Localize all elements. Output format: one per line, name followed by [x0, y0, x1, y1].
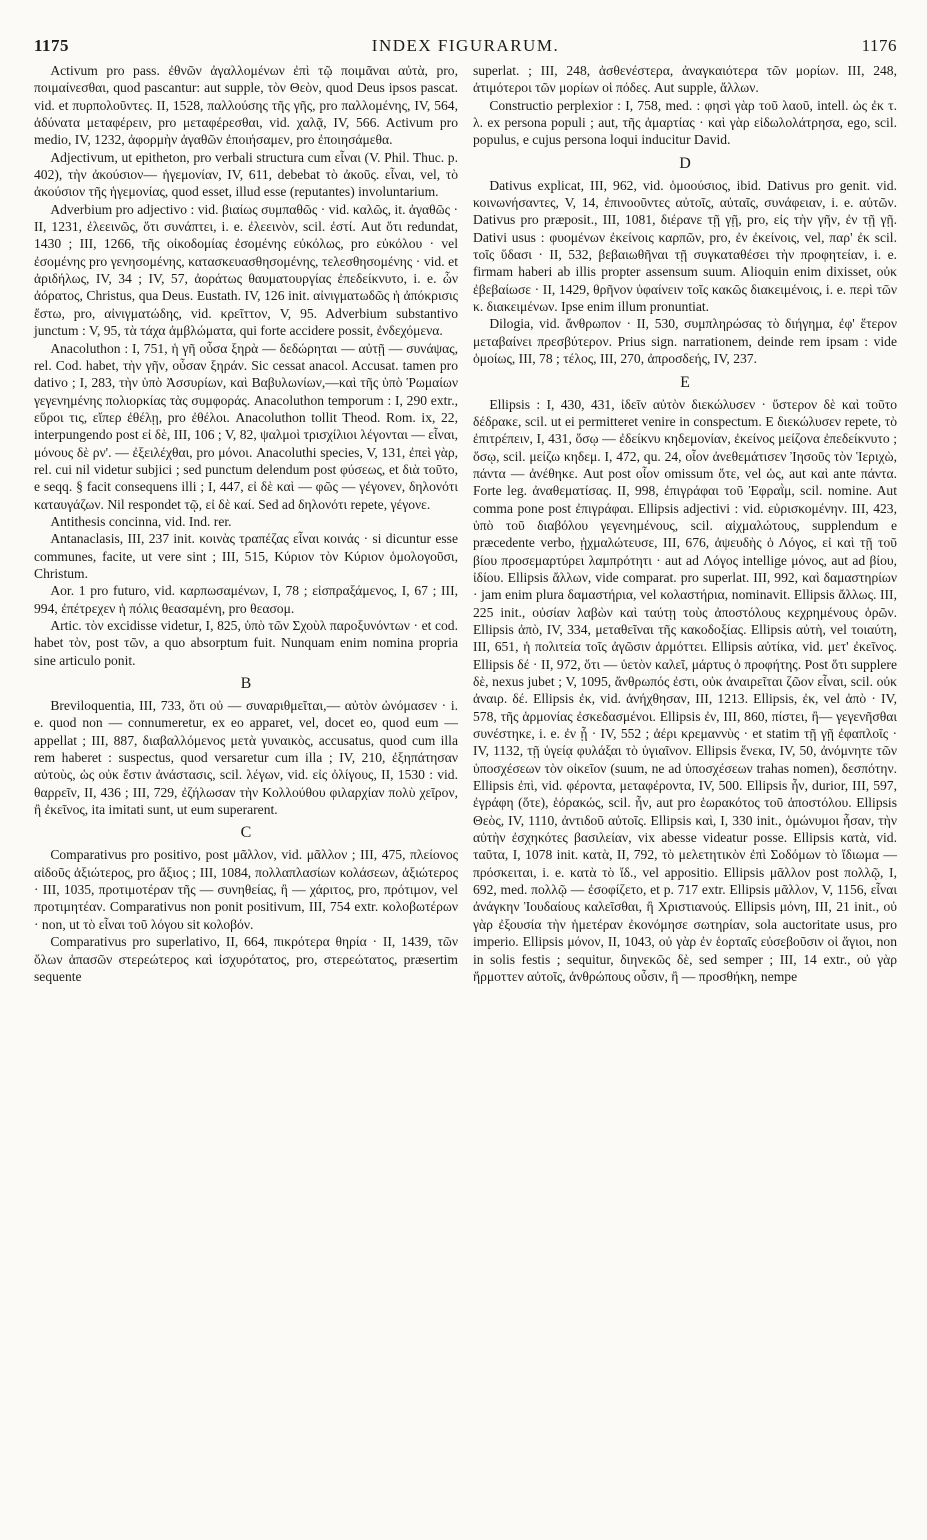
right-column: [473, 62, 897, 985]
right-page-number: 1176: [861, 36, 897, 55]
index-entry: Artic. τὸν excidisse videtur, I, 825, ὑπὸ τῶν Σχοὺλ παροξυνόντων · et cod. habet τὸν, post τῶν, a quo absorptum fuit. Nunquam enim nomina propria sine articulo ponit.: [34, 618, 458, 668]
left-page-number: 1175: [34, 36, 70, 55]
index-entry: Dativus explicat, III, 962, vid. ὁμοούσιος, ibid. Dativus pro genit. vid. κοινωνήσαντες, V, 14, ἐπινοοῦντες αὐτοῖς, αὐταῖς, συνάφειαν, i. e. αὐτῶν. Dativus pro præposit., III, 1081, διέρανε τῇ γῇ, pro, εἰς τὴν γῆν, ἐν τῇ γῇ. Dativi usus : φυομένων ἐκείνοις καρπῶν, pro, ἐν ἐκείνοις, vel, παρ' ἐκ scil. τοῖς ὕδασι · II, 532, βεβαιωθῆναι τῇ συγκαταθέσει τὴν προφητείαν, i. e. firmam haberi ab illis propter assensum suum. Alioquin enim dixisset, οὐκ ἐβεβαίωσε · II, 1429, θρῆνον ὑφαίνειν τοῖς κακῶς διακειμένοις, i. e. περὶ τῶν κ. διακειμένων. Ipse enim illum pronuntiat.: [473, 177, 897, 315]
section-letter: B: [240, 675, 252, 693]
index-entry: Activum pro pass. ἐθνῶν ἀγαλλομένων ἐπὶ τῷ ποιμᾶναι αὐτὰ, pro, ποιμαίνεσθαι, quod pascantur: aut supple, τὸν Θεὸν, quod Deus ipsos pascat. vid. et πυρπολοῦντες. II, 1528, παλλούσης τῆς γῆς, pro παλλομένης, IV, 564, ἀδύνατα μεταφέρειν, pro μεταφέρεσθαι, vid. χαλᾷ, IV, 566. Activum pro medio, IV, 1232, ἀφορμὴν ἀγαθῶν ἐποιήσαμεν, pro ἐποιησάμεθα.: [34, 63, 458, 148]
page-title: INDEX FIGURARUM.: [371, 36, 560, 55]
index-entry: superlat. ; III, 248, ἀσθενέστερα, ἀναγκαιότερα τῶν μορίων. III, 248, ἀτιμότεροι τῶν μορίων οἱ πόδες. Aut supple, ἄλλων.: [473, 63, 897, 96]
index-entry: Adverbium pro adjectivo : vid. βιαίως συμπαθῶς · vid. καλῶς, it. ἀγαθῶς · II, 1231, ἐλεεινῶς, ὅτι συνάπτει, i. e. ἐλεεινὸν, scil. ἐστί. Aut ὅτι redundat, 1430 ; III, 1266, τῆς οἰκοδομίας ἐσομένης εὐκόλως, pro εὐκόλου · vel ἐσομένης pro γενησομένης, κατασκευασθησομένης, τελεσθησομένης · vid. et ἀριδήλως, IV, 34 ; IV, 57, ἀοράτως θαυματουργίας ἐπεδείκνυτο, i. e. ὧν ἀόρατος, Christus, qua Deus. Eustath. IV, 126 init. αἰνιγματωδῶς ἡ ἀπόκρισις ἔστω, pro, αἰνιγματώδης, vid. κρεῖττον, V, 95. Adverbium substantivo junctum : V, 95, τὰ τάχα ἀμβλώματα, qui forte accidere possit, ἐνδεχόμενα.: [34, 201, 458, 339]
index-entry: Adjectivum, ut epitheton, pro verbali structura cum εἶναι (V. Phil. Thuc. p. 402), τὴν ἀκούσιον— ἡγεμονίαν, IV, 611, debebat τὸ ἀκοῦς. εἶναι, vel, τὸ ἀκούσιον τῆς ἡγεμονίας, quod esset, illud esse (reputantes) involuntarium.: [34, 149, 458, 200]
index-entry: Dilogia, vid. ἄνθρωπον · II, 530, συμπληρώσας τὸ διήγημα, ἐφ' ἕτερον μεταβαίνει πρεσβύτερον. Prius sign. narrationem, deinde rem ipsam : vide ὁμοίως, III, 78 ; τέλος, III, 270, ἀπροσδεής, IV, 237.: [473, 316, 897, 367]
section-letter: C: [240, 824, 252, 842]
index-entry: Comparativus pro superlativo, II, 664, πικρότερα θηρία · II, 1439, τῶν ὅλων ἁπασῶν στερεώτερος καὶ ἰσχυρότατος, pro, στερεώτατος, præsertim sequente: [34, 934, 458, 984]
index-entry: Anacoluthon : I, 751, ἡ γῆ οὖσα ξηρὰ — δεδώρηται — αὐτῇ — συνάψας, rel. Cod. habet, τὴν γῆν, οὖσαν ξηράν. Sic cessat anacol. Accusat. tamen pro dativo ; I, 283, τὴν ὑπὸ Ἀσσυρίων, καὶ Βαβυλωνίων,—καὶ τῆς ὑπὸ Ῥωμαίων γεγενημένης πολιορκίας τὰς συμφοράς. Anacoluthon temporum : I, 290 extr., εὕροι τις, εἴπερ ἐθέλῃ, pro ἐθέλοι. Anacoluthon tollit Theod. Rom. ix, 22, interpungendo post εἰ δὲ, III, 106 ; V, 82, ψαλμοὶ τρισχίλιοι λέγονται — εἶναι, μόνους δὲ ρν'. — ἐξειλέχθαι, pro μόνοι. Anacoluthi species, V, 131, ἐπεὶ γὰρ, rel. cui nil videtur subjici ; sed punctum delendum post φύσεως, et διὰ τοῦτο, e seqq. § facit consequens illi ; I, 447, εἰ δὲ καὶ — φῶς — γέγονεν, δηλονότι καταυγάζων. Nil respondet τῷ, εἰ δὲ καί. Sed ad δηλονότι repete, γέγονε.: [34, 340, 458, 512]
two-column-body: [34, 62, 897, 985]
section-letter: E: [680, 373, 690, 391]
index-entry: Comparativus pro positivo, post μᾶλλον, vid. μᾶλλον ; III, 475, πλείονος αἰδοῦς ἀξιώτερος, pro ἄξιος ; III, 1084, πολλαπλασίων κολάσεων, ἀξιώτερος · III, 1035, προτιμοτέραν τῆς — συνηθείας, ἢ — χάριτος, pro, πρότιμον, vel προτιμητέαν. Comparativus non ponit positivum, III, 754 extr. κολοβωτέρων · non, ut τὸ εἶναι τοῦ λόγου sit κολοβόν.: [34, 847, 458, 932]
index-entry: Antithesis concinna, vid. Ind. rer.: [50, 513, 232, 529]
index-entry: Aor. 1 pro futuro, vid. καρπωσαμένων, I, 78 ; εἰσπραξάμενος, I, 67 ; III, 994, ἐπέτρεχεν ἡ πόλις θεασαμένη, pro θεασομ.: [34, 583, 458, 616]
index-entry: Breviloquentia, III, 733, ὅτι οὐ — συναριθμεῖται,— αὐτὸν ὠνόμασεν · i. e. quod non — connumeretur, ex eo apparet, vel, docet eo, quod eum — appellat ; III, 887, διαβαλλόμενος μετὰ γυναικὸς, accusatus, quod cum illa rem haberet : suspectus, quod versaretur cum illa ; IV, 210, ἐξηπάτησαν αὐτοὺς, ὡς οὐκ ἔστιν ἀνάστασις, scil. λέγων, vid. εἰς ὀλίγους, II, 1530 : vid. θαρρεῖν, II, 436 ; III, 729, ἐζήλωσαν τὴν Κολλούθου φιλαρχίαν πολὺ χεῖρον, ἢ ἐκεῖνος, ita imitati sunt, ut eum superarent.: [34, 698, 458, 818]
left-column: [34, 62, 458, 985]
index-entry: Constructio perplexior : I, 758, med. : φησὶ γὰρ τοῦ λαοῦ, intell. ὡς ἐκ τ. λ. ex persona populi ; aut, τῆς ἁμαρτίας · καὶ γὰρ εἰδωλολάτρησα, ego, scil. populus, e cujus persona loqui inducitur David.: [473, 97, 897, 148]
index-entry: Antanaclasis, III, 237 init. κοινὰς τραπέζας εἶναι κοινάς · si dicuntur esse communes, facite, ut vere sint ; III, 515, Κύριον τὸν Κύριον ὁμολογοῦσι, Christum.: [34, 531, 458, 581]
section-letter: D: [679, 154, 691, 172]
index-entry: Ellipsis : I, 430, 431, ἰδεῖν αὐτὸν διεκώλυσεν · ὕστερον δὲ καὶ τοῦτο δέδρακε, scil. ut ei permitteret venire in conspectum. E διεκώλυσεν repete, τὸ ἐπιτρέπειν, I, 431, ὅσῳ — ἐδείκνυ κηδεμονίαν, ἐκείνος μείζονα ἐπεδείκνυτο ; ὅσῳ, scil. μείζω κηδεμ. I, 472, qu. 24, οἷον ἀνεθεμάτισεν Ἰησοῦς τὸν Ἱεριχὼ, πάντα — ἀνέθηκε. Aut post οἷον omissum ὅτε, vel ὡς, aut καὶ ante πάντα. Forte leg. ἀναθεματίσας. II, 998, ἐπιγράφαι τοῦ Ἐφραῒμ, scil. nomine. Aut comma pone post ἐπιγράφαι. Ellipsis adjectivi : vid. εὑρισκομένην. III, 423, ὑπὸ τοῦ διαβόλου γεγενημένους, scil. αἰχμαλώτους, supplendum e præcedente verbo, ᾐχμαλώτευσε, III, 676, ἀψευδὴς ὁ Λόγος, εἰ καὶ τῇ τοῦ βίου προσεμαρτύρει λαμπρότητι · aut ad Λόγος intellige μόνος, aut ad βίου, ἰδίου. Ellipsis ἄλλων, vide comparat. pro superlat. III, 992, καὶ δαμαστηρίων · jam enim plura δαμαστήρια, vel κολαστήρια, nominavit. Ellipsis ἄλλως. III, 225 init., οὐσίαν λαβὼν καὶ ταύτῃ τοὺς ἀποστόλους κεχρημένους ὁρῶν. Ellipsis ἀπὸ, IV, 334, μεταθεῖναι τῆς κακοδοξίας. Ellipsis αὐτὴ, vel τοιαύτη, III, 651, ἡ πολιτεία τοῖς ἀγῶσιν ἁρμόττει. Ellipsis αὐτίκα, vid. μετ' ἐκεῖνος. Ellipsis δέ · II, 972, ὅτι — ὑετὸν καλεῖ, μάρτυς ὁ προφήτης. Post ὅτι supplere δὲ, nexus jubet ; V, 1095, ἄνθρωπός ἐστι, οὐκ ἀναιρεῖται ζῶον εἶναι, scil. οὐκ ἀναιρ. δέ. Ellipsis ἐκ, vid. ἀνήχθησαν, III, 1213. Ellipsis, ἐκ, vel ἀπὸ · IV, 578, τῆς ἁρμονίας ἐσκεδασμένοι. Ellipsis ἐν, III, 860, πίστει, ἢ— γεγενῆσθαι συνέστηκε, i. e. ἐν ᾗ · IV, 552 ; ἀέρι κρεμαννὺς · et statim τῇ γῇ ἐφαπλοῖς · IV, 1132, τῇ ὑγείᾳ φυλάξαι τὸ ὑγιαῖνον. Ellipsis ἕνεκα, IV, 50, ἀνόμνητε τῶν ὑποσχέσεων τὸν οἰκεῖον (suum, ne ad ὑποσχέσεων trahas nomen), δεσπότην. Ellipsis ἐπὶ, vid. φέροντα, μεταφέροντα, IV, 500. Ellipsis ἦν, durior, III, 597, ἐγράφη (ὅτε), ἑόρακώς, scil. ἦν, aut pro ἑωρακότος τοῦ ἀποστόλου. Ellipsis Θεὸς, IV, 1110, ἀντιδοῦ αὐτοῖς. Ellipsis καὶ, I, 330 init., ὁμώνυμοι ἦσαν, τὴν αὐτὴν ἐσχηκότες βασιλείαν, vix abesse videatur posse. Ellipsis κατὰ, vid. ταῦτα, I, 1078 init. κατὰ, II, 792, τὸ μελετητικὸν ἐπὶ Σοδόμων τὸ ἴδιωμα — πρόσκειται, i. e. κατὰ τὸ ἴδ., vel appositio. Ellipsis μᾶλλον post πολλῷ, I, 692, med. πολλῷ — ἐσοφίζετο, et p. 717 extr. Ellipsis μᾶλλον, V, 1156, εἶναι ἀνάγκην Ἰουδαίους καλεῖσθαι, ἢ Χριστιανούς. Ellipsis μόνη, III, 21 init., οὐ γὰρ ἐξουσία τὴν ἡμετέραν ἐκονόμησε σωτηρίαν, sola auctoritate usus, pro imperio. Ellipsis μόνον, II, 1043, οὐ γὰρ ἐν ἑορταῖς εὐσεβοῦσιν οἱ ἅγιοι, non in solis festis ; sequitur, διηνεκῶς δὲ, sed semper ; III, 14 extr., οὐ γὰρ ἥρμοττεν αὐτοῖς, ἀνθρώπους οὖσιν, ἢ — προσθήκη, nempe: [473, 396, 897, 984]
running-header: [34, 36, 897, 60]
